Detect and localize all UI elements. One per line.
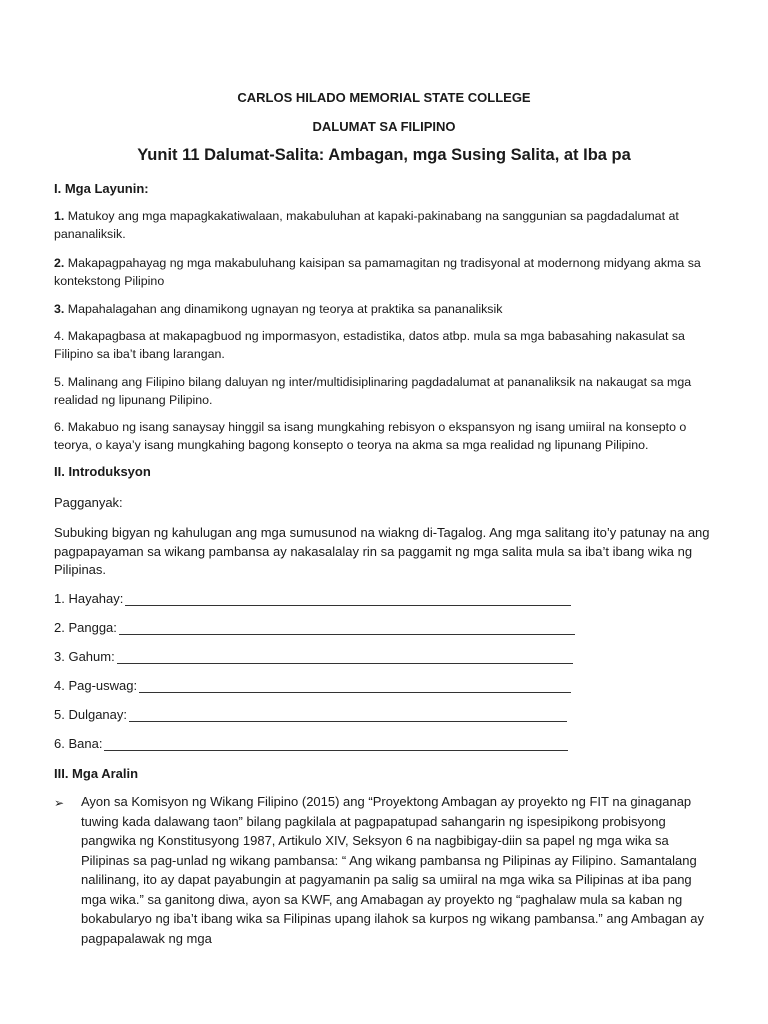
word-item bbox=[54, 678, 571, 693]
answer-blank[interactable] bbox=[129, 709, 567, 722]
objective-number: 2. bbox=[54, 256, 65, 270]
aralin-paragraph: Ayon sa Komisyon ng Wikang Filipino (2015) ang “Proyektong Ambagan ay proyekto ng FIT na ginaganap tuwing kada dalawang taon” bilang pagkilala at pagpapatupad sahangarin ng ispesipikong probisyong pangwika ng Konstitusyong 1987, Artikulo XIV, Seksyon 6 na nagbibigay-diin sa papel ng mga wika sa Pilipinas sa pag-unlad ng wikang pambansa: “ Ang wikang pambansa ng Pilipinas ay Filipino. Samantalang nalilinang, ito ay dapat payabungin at pagyamanin pa salig sa umiiral na mga wika sa Pilipinas at iba pang mga wika.” sa ganitong diwa, ayon sa KWF, ang Amabagan ay proyekto ng “paghalaw mula sa kaban ng bokabularyo ng iba’t ibang wika sa Filipinas upang ilahok sa kurpos ng wikang pambansa.” ang Ambagan ay pagpapalawak ng mga bbox=[81, 794, 704, 946]
word-item bbox=[54, 649, 573, 664]
objective-item bbox=[54, 254, 724, 290]
section-introduksyon-heading: II. Introduksyon bbox=[54, 464, 151, 479]
institution-name: CARLOS HILADO MEMORIAL STATE COLLEGE bbox=[237, 90, 531, 105]
word-item bbox=[54, 736, 568, 751]
objective-number: 1. bbox=[54, 209, 65, 223]
word-label: 5. Dulganay: bbox=[54, 707, 127, 722]
unit-title: Yunit 11 Dalumat-Salita: Ambagan, mga Susing Salita, at Iba pa bbox=[137, 146, 631, 164]
pagganyak-label: Pagganyak: bbox=[54, 495, 123, 510]
objective-text: Makapagpahayag ng mga makabuluhang kaisipan sa pamamagitan ng tradisyonal at modernong midyang akma sa kontekstong Pilipino bbox=[54, 256, 701, 288]
word-label: 6. Bana: bbox=[54, 736, 103, 751]
section-layunin-heading: I. Mga Layunin: bbox=[54, 181, 149, 196]
word-label: 1. Hayahay: bbox=[54, 591, 124, 606]
objective-item bbox=[54, 373, 724, 409]
section-aralin-heading: III. Mga Aralin bbox=[54, 766, 139, 781]
objective-text: 6. Makabuo ng isang sanaysay hinggil sa isang mungkahing rebisyon o ekspansyon ng isang umiiral na konsepto o teorya, o kaya’y isang mungkahing bagong konsepto o teorya na akma sa mga realidad ng lipunang Pilipino. bbox=[54, 420, 687, 452]
word-label: 4. Pag-uswag: bbox=[54, 678, 138, 693]
objective-item bbox=[54, 418, 724, 454]
objective-number: 3. bbox=[54, 302, 65, 316]
word-item bbox=[54, 707, 567, 722]
objective-item bbox=[54, 300, 724, 318]
answer-blank[interactable] bbox=[117, 651, 573, 664]
course-name: DALUMAT SA FILIPINO bbox=[312, 119, 456, 134]
objective-text: 5. Malinang ang Filipino bilang daluyan ng inter/multidisiplinaring pagdadalumat at pananaliksik na nakaugat sa mga realidad ng lipunang Pilipino. bbox=[54, 375, 692, 407]
pagganyak-instruction: Subuking bigyan ng kahulugan ang mga sumusunod na wiakng di-Tagalog. Ang mga salitang ito’y patunay na ang pagpapayaman sa wikang pambansa ay nakasalalay rin sa paggamit ng mga salita mula sa iba’t ibang wika ng Pilipinas. bbox=[54, 525, 710, 578]
objective-item bbox=[54, 207, 724, 243]
answer-blank[interactable] bbox=[139, 680, 571, 693]
answer-blank[interactable] bbox=[125, 593, 571, 606]
objective-text: Mapahalagahan ang dinamikong ugnayan ng teorya at praktika sa pananaliksik bbox=[64, 302, 503, 316]
objective-item bbox=[54, 327, 724, 363]
word-label: 3. Gahum: bbox=[54, 649, 115, 664]
answer-blank[interactable] bbox=[119, 622, 575, 635]
objective-text: Matukoy ang mga mapagkakatiwalaan, makabuluhan at kapaki-pakinabang na sanggunian sa pagdadalumat at pananaliksik. bbox=[54, 209, 679, 241]
word-label: 2. Pangga: bbox=[54, 620, 117, 635]
objective-text: 4. Makapagbasa at makapagbuod ng impormasyon, estadistika, datos atbp. mula sa mga babasahing nakasulat sa Filipino sa iba’t ibang larangan. bbox=[54, 329, 685, 361]
arrow-bullet-icon: ➢ bbox=[54, 796, 65, 810]
word-item bbox=[54, 620, 575, 635]
word-item bbox=[54, 591, 571, 606]
answer-blank[interactable] bbox=[104, 738, 568, 751]
